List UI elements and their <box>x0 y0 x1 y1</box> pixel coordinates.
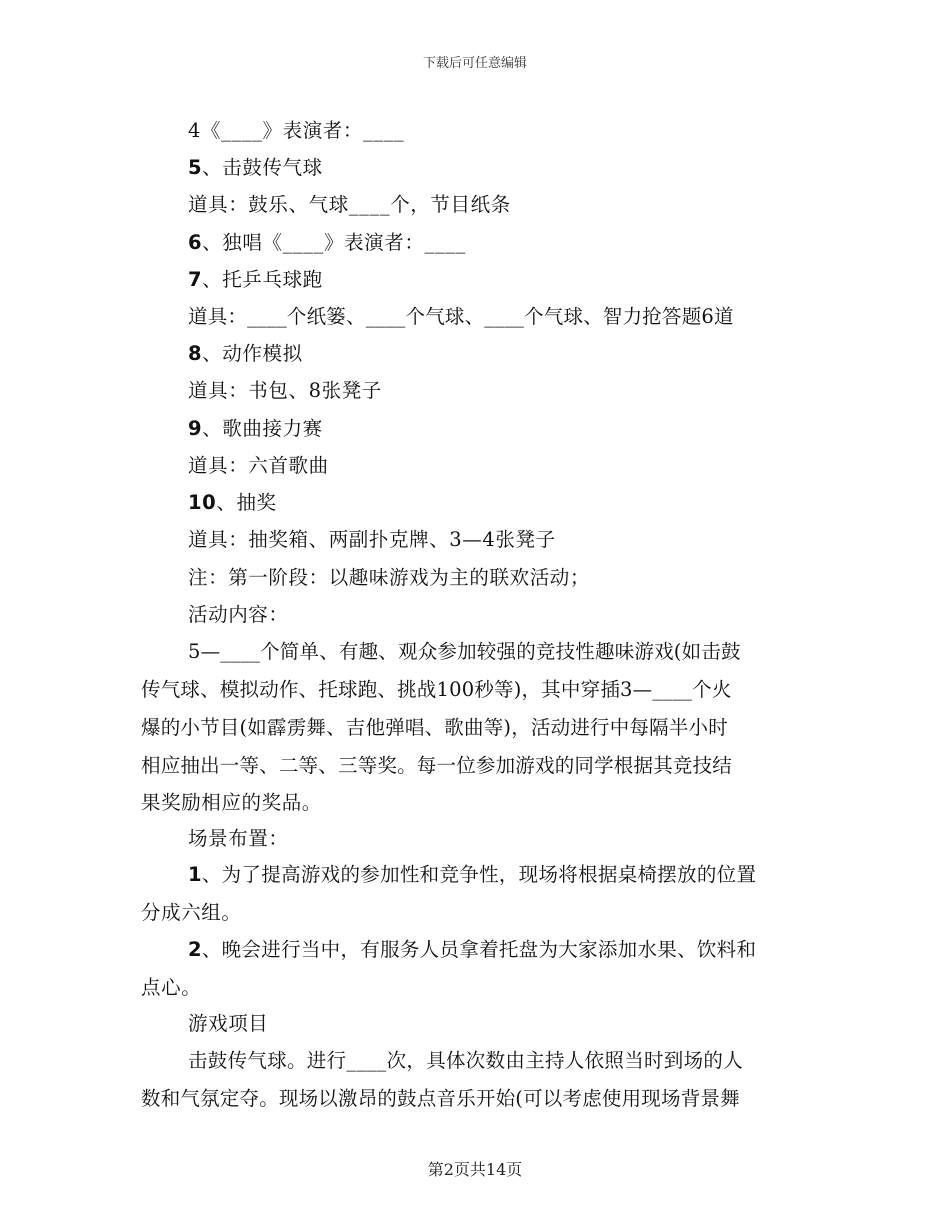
text-line: 道具：____个纸篓、____个气球、____个气球、智力抢答题6道 <box>188 305 734 328</box>
list-heading: 8、动作模拟 <box>188 342 303 365</box>
section-heading: 游戏项目 <box>188 1012 269 1035</box>
text-line: 相应抽出一等、二等、三等奖。每一位参加游戏的同学根据其竞技结 <box>141 754 733 777</box>
text-line: 爆的小节目(如霹雳舞、吉他弹唱、歌曲等)，活动进行中每隔半小时 <box>141 716 728 739</box>
text-line: 活动内容： <box>188 603 289 626</box>
text-line: 道具：抽奖箱、两副扑克牌、3—4张凳子 <box>188 528 556 551</box>
list-item: 1、为了提高游戏的参加性和竞争性，现场将根据桌椅摆放的位置 <box>188 863 757 886</box>
list-heading: 10、抽奖 <box>188 491 277 514</box>
text-line: 道具：鼓乐、气球____个，节目纸条 <box>188 193 511 216</box>
text-line: 5—____个简单、有趣、观众参加较强的竞技性趣味游戏(如击鼓 <box>188 640 741 663</box>
text-line: 击鼓传气球。进行____次，具体次数由主持人依照当时到场的人 <box>188 1049 743 1072</box>
list-heading: 7、托乒乓球跑 <box>188 268 323 291</box>
text-line: 点心。 <box>141 976 202 999</box>
text-line: 道具：六首歌曲 <box>188 454 329 477</box>
list-item: 2、晚会进行当中，有服务人员拿着托盘为大家添加水果、饮料和 <box>188 938 757 961</box>
text-line: 数和气氛定夺。现场以激昂的鼓点音乐开始(可以考虑使用现场背景舞 <box>141 1087 740 1110</box>
list-heading: 9、歌曲接力赛 <box>188 417 323 440</box>
page-header: 下载后可任意编辑 <box>422 56 527 71</box>
text-line: 注：第一阶段：以趣味游戏为主的联欢活动； <box>188 566 591 589</box>
text-line: 传气球、模拟动作、托球跑、挑战100秒等)，其中穿插3—____个火 <box>141 678 732 701</box>
list-heading: 5、击鼓传气球 <box>188 156 323 179</box>
text-line: 果奖励相应的奖品。 <box>141 791 322 814</box>
list-heading: 6、独唱《____》表演者：____ <box>188 231 466 254</box>
text-line: 分成六组。 <box>141 901 242 924</box>
text-line: 道具：书包、8张凳子 <box>188 379 382 402</box>
section-heading: 场景布置： <box>188 827 289 850</box>
page-footer: 第2页共14页 <box>427 1160 523 1179</box>
text-line: 4《____》表演者：____ <box>188 119 405 142</box>
